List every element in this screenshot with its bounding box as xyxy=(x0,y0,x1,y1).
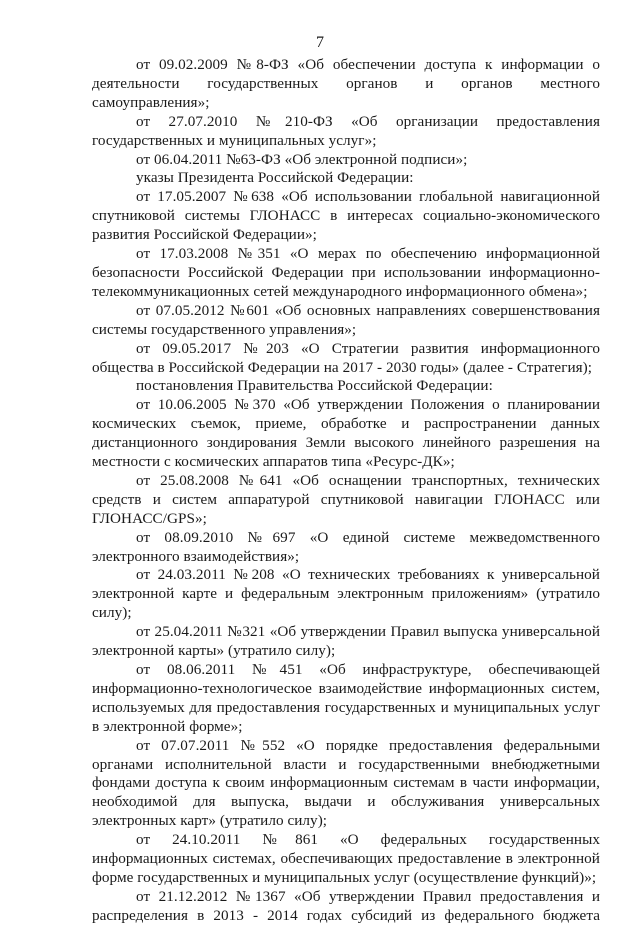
list-item: от 25.04.2011 №321 «Об утверждении Правил выпуска универсальной электронной карты» (утратило силу); xyxy=(92,623,600,660)
list-item: от 08.06.2011 №451 «Об инфраструктуре, обеспечивающей информационно-технологическое взаимодействие информационных систем, используемых для предоставления государственных и муниципальных услуг в электронной форме»; xyxy=(92,661,600,735)
list-item: от 21.12.2012 №1367 «Об утверждении Правил предоставления и распределения в 2013 - 2014 годах субсидий из федерального бюджета xyxy=(92,887,600,924)
document-body xyxy=(92,56,600,926)
list-item: от 07.07.2011 №552 «О порядке предоставления федеральными органами исполнительной власти и государственными внебюджетными фондами доступа к своим информационным системам в части информации, необходимой для выпуска, выдачи и обслуживания универсальных электронных карт» (утратило силу); xyxy=(92,736,600,830)
list-item: от 09.02.2009 №8-ФЗ «Об обеспечении доступа к информации о деятельности государственных органов и органов местного самоуправления»; xyxy=(92,56,600,111)
list-item: от 17.05.2007 №638 «Об использовании глобальной навигационной спутниковой системы ГЛОНАСС в интересах социально-экономического развития Российской Федерации»; xyxy=(92,188,600,244)
list-item: от 17.03.2008 №351 «О мерах по обеспечению информационной безопасности Российской Федерации при использовании информационно-телекоммуникационных сетей международного информационного обмена»; xyxy=(92,245,600,300)
list-item: от 24.03.2011 №208 «О технических требованиях к универсальной электронной карте и федеральным электронным приложениям» (утратило силу); xyxy=(92,566,600,622)
list-item: от 08.09.2010 №697 «О единой системе межведомственного электронного взаимодействия»; xyxy=(92,528,600,565)
list-item: от 06.04.2011 №63-ФЗ «Об электронной подписи»; xyxy=(136,150,468,168)
section-heading: указы Президента Российской Федерации: xyxy=(136,169,414,187)
list-item: от 09.05.2017 №203 «О Стратегии развития информационного общества в Российской Федерации на 2017 - 2030 годы» (далее - Стратегия); xyxy=(92,339,600,376)
list-item: от 07.05.2012 №601 «Об основных направлениях совершенствования системы государственного управления»; xyxy=(92,301,600,338)
page-number: 7 xyxy=(316,34,324,51)
list-item: от 10.06.2005 №370 «Об утверждении Положения о планировании космических съемок, приеме, обработке и распространении данных дистанционного зондирования Земли высокого линейного разрешения на местности с космических аппаратов типа «Ресурс-ДК»; xyxy=(92,396,600,471)
list-item: от 24.10.2011 №861 «О федеральных государственных информационных системах, обеспечивающих предоставление в электронной форме государственных и муниципальных услуг (осуществление функций)»; xyxy=(92,831,600,886)
list-item: от 25.08.2008 №641 «Об оснащении транспортных, технических средств и систем аппаратурой спутниковой навигации ГЛОНАСС или ГЛОНАСС/GPS»; xyxy=(92,471,600,527)
list-item: от 27.07.2010 №210-ФЗ «Об организации предоставления государственных и муниципальных услуг»; xyxy=(92,112,600,149)
section-heading: постановления Правительства Российской Федерации: xyxy=(136,377,493,395)
